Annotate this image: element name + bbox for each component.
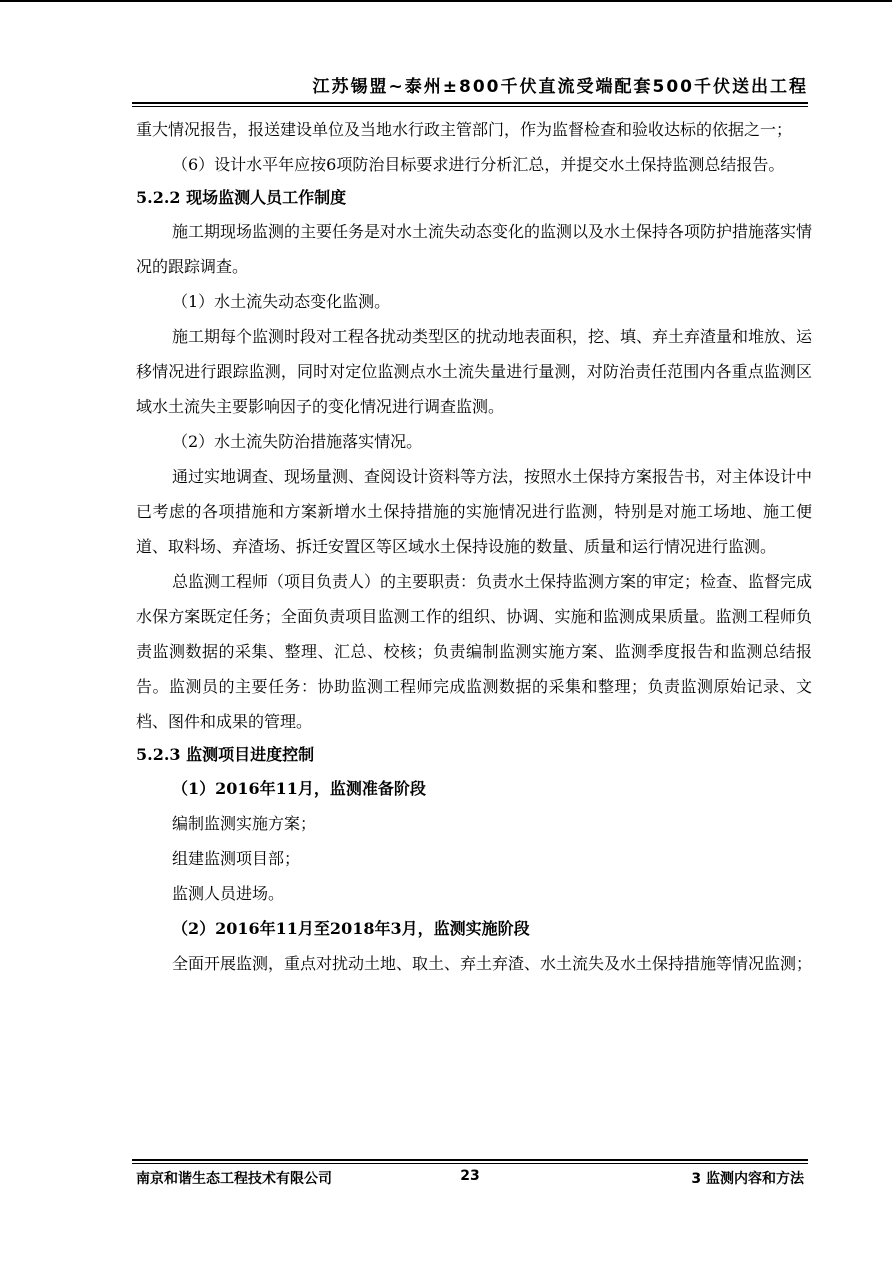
paragraph-responsibilities: 总监测工程师（项目负责人）的主要职责：负责水土保持监测方案的审定；检查、监督完成水保方案既定任务；全面负责项目监测工作的组织、协调、实施和监测成果质量。监测工程师负责监测数据的采集、整理、汇总、校核；负责编制监测实施方案、监测季度报告和监测总结报告。监测员的主要任务：协助监测工程师完成监测数据的采集和整理；负责监测原始记录、文档、图件和成果的管理。 — [136, 572, 813, 731]
paragraph-stage-2: 全面开展监测，重点对扰动土地、取土、弃土弃渣、水土流失及水土保持措施等情况监测； — [172, 954, 813, 973]
header-rule-thin — [132, 106, 808, 107]
stage-1-heading: （1）2016年11月，监测准备阶段 — [172, 779, 426, 798]
page-footer — [136, 1168, 804, 1188]
paragraph-continued: 重大情况报告，报送建设单位及当地水行政主管部门，作为监督检查和验收达标的依据之一； — [136, 120, 793, 139]
stage-1-item: 组建监测项目部； — [172, 849, 301, 868]
header-rule — [132, 102, 808, 104]
section-heading-5-2-2: 5.2.2 现场监测人员工作制度 — [136, 188, 347, 207]
footer-page-number: 23 — [460, 1168, 480, 1184]
stage-1-item: 编制监测实施方案； — [172, 814, 317, 833]
footer-company: 南京和谐生态工程技术有限公司 — [136, 1171, 332, 1187]
page-header-title: 江苏锡盟~泰州±800千伏直流受端配套500千伏送出工程 — [312, 77, 808, 97]
footer-rule — [132, 1159, 808, 1161]
page-body — [136, 112, 812, 981]
paragraph-subitem-1: （1）水土流失动态变化监测。 — [172, 292, 391, 311]
paragraph-dynamic-monitoring: 施工期每个监测时段对工程各扰动类型区的扰动地表面积，挖、填、弃土弃渣量和堆放、运移情况进行跟踪监测，同时对定位监测点水土流失量进行量测，对防治责任范围内各重点监测区域水土流失主要影响因子的变化情况进行调查监测。 — [136, 327, 813, 416]
paragraph-subitem-2: （2）水土流失防治措施落实情况。 — [172, 432, 423, 451]
stage-1-item: 监测人员进场。 — [172, 884, 285, 903]
paragraph-main-task: 施工期现场监测的主要任务是对水土流失动态变化的监测以及水土保持各项防护措施落实情况的跟踪调查。 — [136, 222, 813, 276]
stage-2-heading: （2）2016年11月至2018年3月，监测实施阶段 — [172, 919, 530, 938]
paragraph-item-6: （6）设计水平年应按6项防治目标要求进行分析汇总，并提交水土保持监测总结报告。 — [172, 155, 785, 174]
paragraph-measures-monitoring: 通过实地调查、现场量测、查阅设计资料等方法，按照水土保持方案报告书，对主体设计中已考虑的各项措施和方案新增水土保持措施的实施情况进行监测，特别是对施工场地、施工便道、取料场、弃渣场、拆迁安置区等区域水土保持设施的数量、质量和运行情况进行监测。 — [136, 467, 813, 556]
footer-chapter: 3 监测内容和方法 — [691, 1171, 804, 1187]
top-border-line — [0, 0, 892, 2]
footer-rule-thin — [132, 1163, 808, 1164]
section-heading-5-2-3: 5.2.3 监测项目进度控制 — [136, 745, 315, 764]
